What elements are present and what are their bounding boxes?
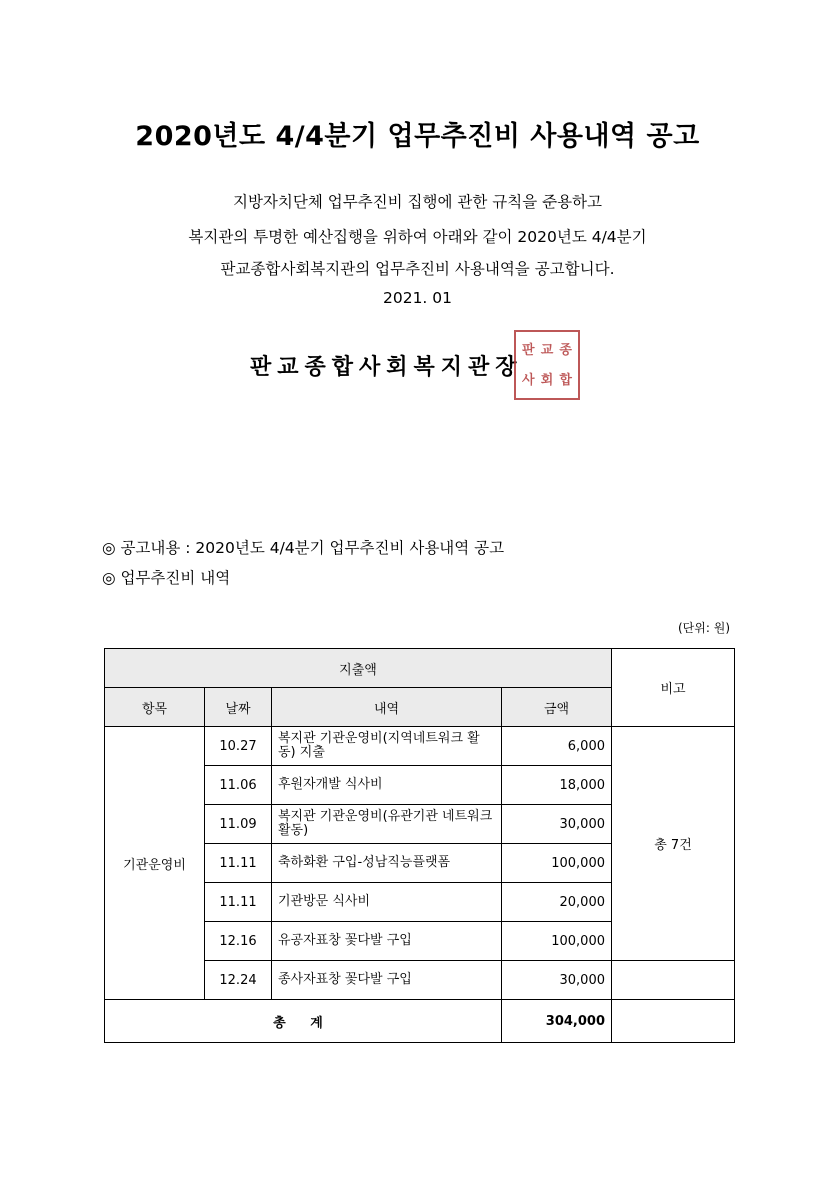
amount-cell: 6,000 bbox=[502, 727, 612, 766]
amount-cell: 20,000 bbox=[502, 883, 612, 922]
detail-cell: 복지관 기관운영비(유관기관 네트워크 활동) bbox=[272, 805, 502, 844]
intro-line-1: 지방자치단체 업무추진비 집행에 관한 규칙을 준용하고 bbox=[232, 193, 602, 211]
intro-line-3: 판교종합사회복지관의 업무추진비 사용내역을 공고합니다. bbox=[220, 260, 615, 278]
table-row bbox=[105, 727, 735, 766]
total-label: 총 계 bbox=[105, 1000, 502, 1043]
remarks-empty-cell bbox=[612, 961, 735, 1000]
expense-table bbox=[104, 648, 735, 1043]
total-amount: 304,000 bbox=[502, 1000, 612, 1043]
remarks-cell: 총 7건 bbox=[612, 727, 735, 961]
detail-cell: 복지관 기관운영비(지역네트워크 활동) 지출 bbox=[272, 727, 502, 766]
seal-char: 교 bbox=[540, 342, 554, 358]
seal-char: 판 bbox=[522, 342, 535, 358]
seal-char: 합 bbox=[559, 372, 572, 388]
detail-cell: 기관방문 식사비 bbox=[272, 883, 502, 922]
header-date: 날짜 bbox=[205, 688, 272, 727]
table-header-row bbox=[105, 649, 735, 688]
amount-cell: 100,000 bbox=[502, 844, 612, 883]
header-amount: 금액 bbox=[502, 688, 612, 727]
detail-cell: 후원자개발 식사비 bbox=[272, 766, 502, 805]
header-detail: 내역 bbox=[272, 688, 502, 727]
detail-cell: 종사자표창 꽃다발 구입 bbox=[272, 961, 502, 1000]
date-cell: 10.27 bbox=[205, 727, 272, 766]
page-title: 2020년도 4/4분기 업무추진비 사용내역 공고 bbox=[135, 121, 700, 152]
seal-char: 회 bbox=[540, 372, 554, 388]
total-remarks-cell bbox=[612, 1000, 735, 1043]
notice-date: 2021. 01 bbox=[382, 289, 453, 307]
unit-note: (단위: 원) bbox=[678, 621, 730, 635]
amount-cell: 18,000 bbox=[502, 766, 612, 805]
date-cell: 11.11 bbox=[205, 844, 272, 883]
amount-cell: 100,000 bbox=[502, 922, 612, 961]
bullet-expense-details: ◎ 업무추진비 내역 bbox=[102, 569, 231, 587]
seal-char: 종 bbox=[559, 342, 572, 358]
date-cell: 11.09 bbox=[205, 805, 272, 844]
intro-line-2: 복지관의 투명한 예산집행을 위하여 아래와 같이 2020년도 4/4분기 bbox=[188, 228, 647, 246]
detail-cell: 유공자표창 꽃다발 구입 bbox=[272, 922, 502, 961]
date-cell: 11.06 bbox=[205, 766, 272, 805]
detail-cell: 축하화환 구입-성남직능플랫폼 bbox=[272, 844, 502, 883]
organization-name: 판교종합사회복지관장 bbox=[250, 354, 523, 380]
amount-cell: 30,000 bbox=[502, 961, 612, 1000]
official-seal bbox=[514, 330, 580, 400]
header-expenditure: 지출액 bbox=[105, 649, 612, 688]
date-cell: 12.16 bbox=[205, 922, 272, 961]
amount-cell: 30,000 bbox=[502, 805, 612, 844]
bullet-notice-content: ◎ 공고내용 : 2020년도 4/4분기 업무추진비 사용내역 공고 bbox=[102, 539, 505, 557]
date-cell: 11.11 bbox=[205, 883, 272, 922]
date-cell: 12.24 bbox=[205, 961, 272, 1000]
header-category: 항목 bbox=[105, 688, 205, 727]
header-remarks: 비고 bbox=[612, 649, 735, 727]
category-cell: 기관운영비 bbox=[105, 727, 205, 1000]
table-total-row bbox=[105, 1000, 735, 1043]
seal-char: 사 bbox=[522, 372, 535, 388]
